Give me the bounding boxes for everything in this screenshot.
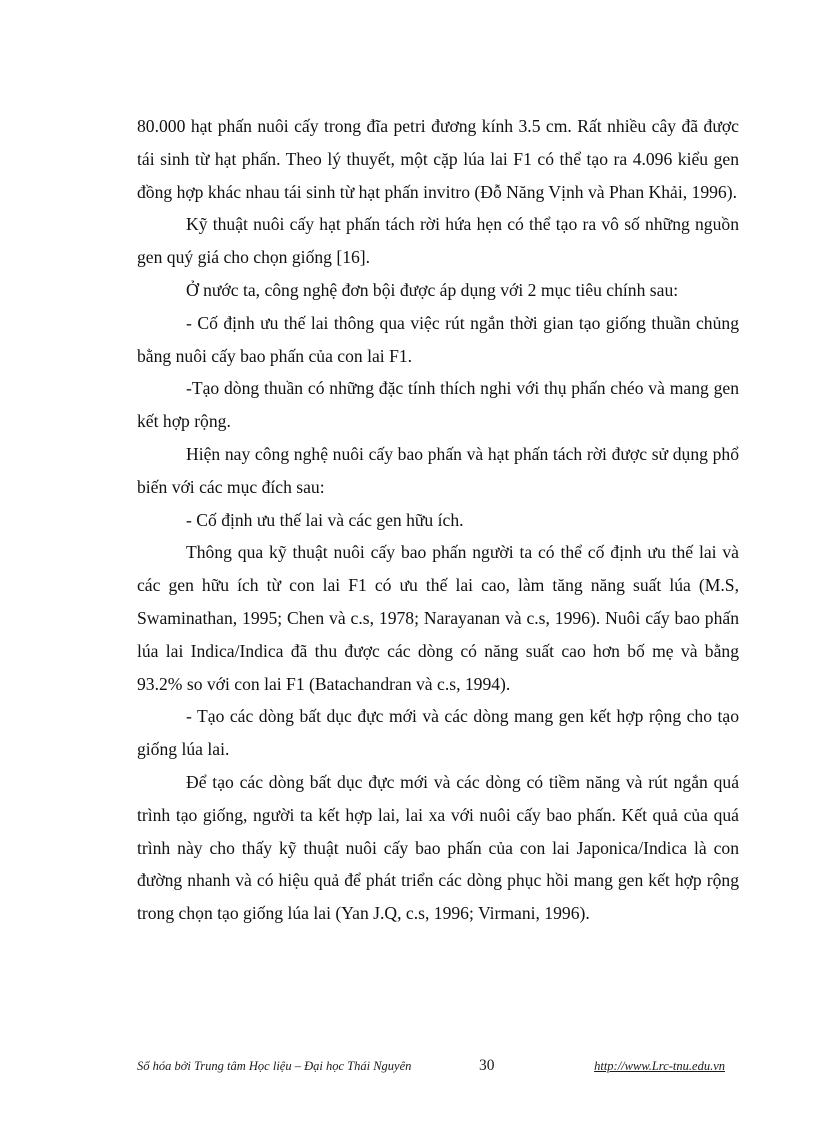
paragraph-goal-pure-lines: -Tạo dòng thuần có những đặc tính thích nghi với thụ phấn chéo và mang gen kết hợp rộng. [137,378,739,432]
footer-url-link[interactable]: http://www.Lrc-tnu.edu.vn [594,1059,725,1073]
paragraph-anther-culture-promise: Kỹ thuật nuôi cấy hạt phấn tách rời hứa hẹn có thể tạo ra vô số những nguồn gen quý giá cho chọn giống [16]. [137,214,739,268]
paragraph-domestic-goals: Ở nước ta, công nghệ đơn bội được áp dụng với 2 mục tiêu chính sau: [186,279,679,300]
paragraph-continuation: 80.000 hạt phấn nuôi cấy trong đĩa petri đương kính 3.5 cm. Rất nhiều cây đã được tái sinh từ hạt phấn. Theo lý thuyết, một cặp lúa lai F1 có thể tạo ra 4.096 kiểu gen đồng hợp khác nhau tái sinh từ hạt phấn invitro (Đỗ Năng Vịnh và Phan Khải, 1996). [137,116,739,202]
paragraph-goal-fix-heterosis: - Cố định ưu thế lai thông qua việc rút ngắn thời gian tạo giống thuần chủng bằng nuôi cấy bao phấn của con lai F1. [137,312,739,366]
paragraph-heterosis-details: Thông qua kỹ thuật nuôi cấy bao phấn người ta có thể cố định ưu thế lai và các gen hữu ích từ con lai F1 có ưu thế lai cao, làm tăng năng suất lúa (M.S, Swaminathan, 1995; Chen và c.s, 1978; Narayanan và c.s, 1996). Nuôi cấy bao phấn lúa lai Indica/Indica đã thu được các dòng có năng suất cao hơn bố mẹ và bằng 93.2% so với con lai F1 (Batachandran và c.s, 1994). [137,542,739,694]
body-text [137,110,739,930]
paragraph-use-fix-heterosis: - Cố định ưu thế lai và các gen hữu ích. [186,509,464,530]
footer-credit: Số hóa bởi Trung tâm Học liệu – Đại học Thái Nguyên [137,1059,412,1073]
paragraph-sterile-lines-details: Để tạo các dòng bất dục đực mới và các dòng có tiềm năng và rút ngắn quá trình tạo giống, người ta kết hợp lai, lai xa với nuôi cấy bao phấn. Kết quả của quá trình này cho thấy kỹ thuật nuôi cấy bao phấn của con lai Japonica/Indica là con đường nhanh và có hiệu quả để phát triển các dòng phục hồi mang gen kết hợp rộng trong chọn tạo giống lúa lai (Yan J.Q, c.s, 1996; Virmani, 1996). [137,771,739,924]
page-footer [137,1057,739,1077]
page-number: 30 [479,1057,495,1074]
paragraph-use-sterile-lines: - Tạo các dòng bất dục đực mới và các dòng mang gen kết hợp rộng cho tạo giống lúa lai. [137,706,739,760]
paragraph-current-uses: Hiện nay công nghệ nuôi cấy bao phấn và hạt phấn tách rời được sử dụng phổ biến với các mục đích sau: [137,443,739,497]
